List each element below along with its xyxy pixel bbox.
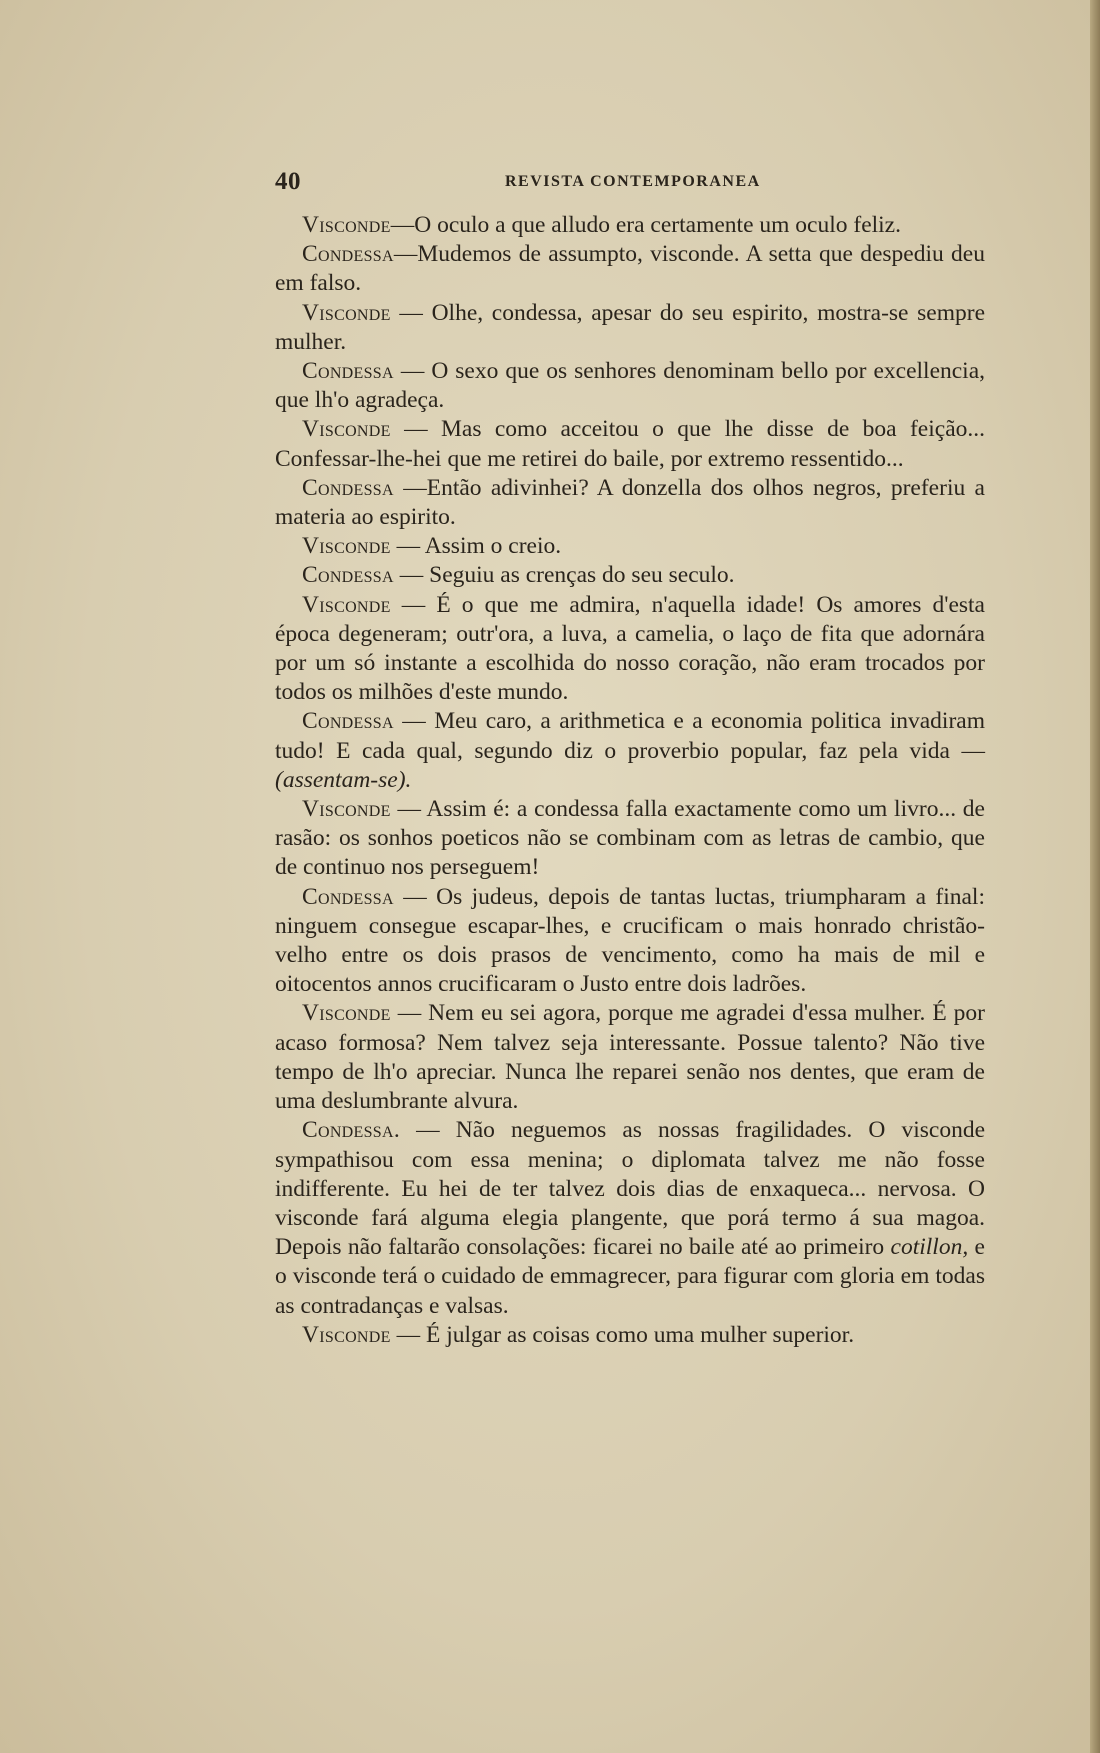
dialogue-speech: Os judeus, depois de tantas luctas, triumpharam a final: ninguem consegue escapar-lhes, e crucificam o mais honrado christão-velho entre os dois prasos de vencimento, como ha mais de mil e oitocentos annos crucificaram o Justo entre dois ladrões. — [275, 883, 985, 998]
dialogue-line — [275, 299, 985, 357]
speaker-name: Visconde — [302, 299, 391, 326]
speaker-name: Visconde — [302, 416, 391, 443]
dialogue-speech: Olhe, condessa, apesar do seu espirito, mostra-se sempre mulher. — [275, 299, 986, 355]
dialogue-speech: Mas como acceitou o que lhe disse de boa feição... Confessar-lhe-hei que me retirei do baile, por extremo ressentido... — [275, 416, 985, 472]
speaker-name: Visconde — [302, 1000, 391, 1027]
dialogue-line — [275, 591, 985, 708]
em-dash: — — [393, 474, 427, 501]
em-dash: — — [400, 1117, 456, 1144]
dialogue-line — [275, 795, 985, 883]
speaker-name: Visconde — [302, 796, 391, 823]
dialogue-line — [275, 883, 985, 1000]
speaker-name: Condessa — [302, 883, 394, 910]
speaker-name: Condessa. — [302, 1117, 401, 1144]
speaker-name: Visconde — [302, 1321, 391, 1348]
stage-direction: (assentam-se). — [275, 766, 412, 793]
em-dash: — — [390, 533, 425, 560]
dialogue-line — [275, 211, 985, 240]
dialogue-line — [275, 1116, 985, 1320]
dialogue-line — [275, 357, 985, 415]
em-dash: — — [390, 796, 427, 823]
em-dash: — — [390, 212, 415, 238]
dialogue-line — [275, 561, 985, 590]
dialogue-line — [275, 240, 985, 298]
page-header — [275, 168, 985, 198]
em-dash: — — [390, 1000, 429, 1027]
dialogue-speech: Seguiu as crenças do seu seculo. — [429, 562, 735, 589]
dialogue-speech: Assim o creio. — [424, 533, 562, 560]
speaker-name: Condessa — [302, 708, 394, 735]
dialogue-speech: Então adivinhei? A donzella dos olhos negros, preferiu a materia ao espirito. — [275, 474, 985, 531]
page-number: 40 — [275, 168, 301, 195]
dialogue-speech: O sexo que os senhores denominam bello por excellencia, que lh'o agradeça. — [275, 358, 986, 414]
dialogue-text — [275, 211, 985, 1350]
speaker-name: Condessa — [302, 241, 394, 268]
dialogue-line — [275, 1321, 985, 1350]
em-dash: — — [390, 1321, 426, 1348]
dialogue-speech: É o que me admira, n'aquella idade! Os amores d'esta época degeneram; outr'ora, a luva, a camelia, o laço de fita que adornára por um só instante a escolhida do nosso coração, não eram trocados por todos os milhões d'este mundo. — [275, 591, 985, 706]
speaker-name: Visconde — [302, 591, 391, 618]
speaker-name: Condessa — [302, 562, 394, 589]
em-dash: — — [393, 358, 432, 385]
em-dash: — — [390, 591, 437, 618]
page-edge — [1090, 0, 1100, 1753]
dialogue-speech: Assim é: a condessa falla exactamente como um livro... de rasão: os sonhos poeticos não se combinam com as letras de cambio, que de continuo nos perseguem! — [275, 796, 985, 881]
running-title: REVISTA CONTEMPORANEA — [505, 173, 761, 190]
em-dash: — — [393, 562, 430, 589]
em-dash: — — [390, 299, 432, 326]
speaker-name: Condessa — [302, 474, 394, 501]
em-dash: — — [393, 708, 435, 735]
dialogue-line — [275, 532, 985, 561]
em-dash: — — [390, 416, 441, 443]
italic-word: cotillon, — [890, 1234, 969, 1261]
dialogue-speech-continued: e o visconde terá o cuidado de emmagrecer, para figurar com gloria em todas as contradanças e valsas. — [275, 1234, 985, 1319]
em-dash: — — [393, 883, 437, 910]
dialogue-speech: Mudemos de assumpto, visconde. A setta que despediu deu em falso. — [275, 241, 985, 297]
dialogue-line — [275, 415, 985, 473]
speaker-name: Visconde — [302, 212, 391, 238]
speaker-name: Visconde — [302, 533, 391, 560]
dialogue-speech: É julgar as coisas como uma mulher superior. — [425, 1321, 855, 1348]
dialogue-speech: O oculo a que alludo era certamente um oculo feliz. — [414, 212, 901, 238]
dialogue-speech: Não neguemos as nossas fragilidades. O visconde sympathisou com essa menina; o diplomata talvez me não fosse indifferente. Eu hei de ter talvez dois dias de enxaqueca... nervosa. O visconde fará alguma elegia plangente, que porá termo á sua magoa. Depois não faltarão consolações: ficarei no baile até ao primeiro — [275, 1117, 986, 1261]
dialogue-line — [275, 999, 985, 1116]
dialogue-speech: Meu caro, a arithmetica e a economia politica invadiram tudo! E cada qual, segundo diz o proverbio popular, faz pela vida — — [275, 708, 985, 764]
em-dash: — — [393, 241, 418, 268]
dialogue-line — [275, 474, 985, 532]
dialogue-line — [275, 707, 985, 795]
speaker-name: Condessa — [302, 358, 394, 385]
dialogue-speech: Nem eu sei agora, porque me agradei d'essa mulher. É por acaso formosa? Nem talvez seja interessante. Possue talento? Não tive tempo de lh'o apreciar. Nunca lhe reparei senão nos dentes, que eram de uma deslumbrante alvura. — [275, 1000, 985, 1115]
